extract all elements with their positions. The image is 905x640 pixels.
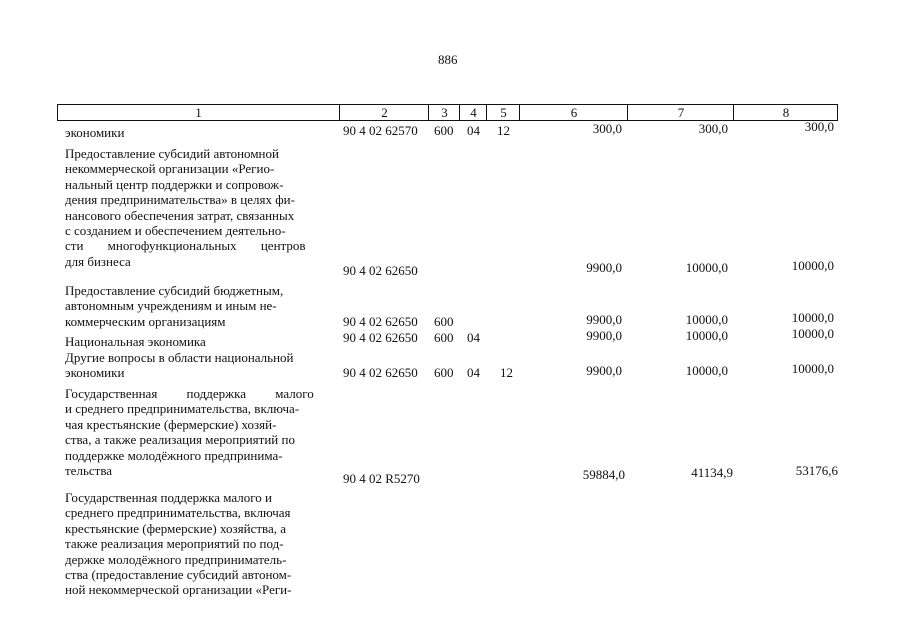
description-line: и среднего предпринимательства, включа- [65, 401, 300, 417]
row-value-6: 9900,0 [586, 363, 622, 378]
description-line: Национальная экономика [65, 334, 206, 349]
description-line: Предоставление субсидий автономной [65, 146, 279, 161]
row-value-7: 10000,0 [685, 328, 728, 343]
description-line: сти многофункциональных центров [65, 238, 306, 254]
row-col4: 04 [467, 123, 480, 138]
description-line: держке молодёжного предприниматель- [65, 551, 287, 567]
description-line: крестьянские (фермерские) хозяйства, а [65, 520, 287, 536]
row-value-7: 41134,9 [691, 465, 733, 480]
row-description [65, 386, 336, 478]
description-line: Другие вопросы в области национальной [65, 350, 294, 365]
row-col3: 600 [434, 365, 454, 380]
row-value-7: 10000,0 [685, 363, 728, 378]
description-line: Государственная поддержка малого [65, 386, 314, 401]
table-header [57, 104, 838, 121]
description-line: чая крестьянские (фермерские) хозяй- [65, 416, 277, 432]
description-line: для бизнеса [65, 253, 131, 269]
row-value-6: 9900,0 [586, 328, 622, 343]
row-code: 90 4 02 62650 [343, 314, 418, 329]
row-value-6: 9900,0 [586, 312, 622, 327]
row-col3: 600 [434, 314, 454, 329]
header-cell-3: 3 [428, 105, 460, 120]
row-value-8: 10000,0 [791, 361, 834, 376]
description-line: нальный центр поддержки и сопровож- [65, 176, 284, 192]
description-line: ства (предоставление субсидий автоном- [65, 567, 292, 583]
row-code: 90 4 02 62650 [343, 330, 418, 345]
row-value-8: 10000,0 [791, 326, 834, 341]
description-line: ной некоммерческой организации «Реги- [65, 582, 292, 598]
row-col4: 04 [467, 365, 480, 380]
description-line: среднего предпринимательства, включая [65, 505, 291, 521]
row-value-7: 10000,0 [685, 312, 728, 327]
row-col3: 600 [434, 330, 454, 345]
header-cell-2: 2 [339, 105, 429, 120]
row-code: 90 4 02 62570 [343, 123, 418, 138]
description-line: коммерческим организациям [65, 313, 226, 329]
row-value-6: 300,0 [592, 121, 622, 136]
description-line: Государственная поддержка малого и [65, 490, 272, 505]
header-cell-4: 4 [459, 105, 487, 120]
row-value-7: 300,0 [698, 121, 728, 136]
description-line: экономики [65, 125, 125, 140]
row-value-8: 10000,0 [791, 310, 834, 325]
row-code: 90 4 02 62650 [343, 365, 418, 380]
header-cell-7: 7 [627, 105, 734, 120]
header-cell-1: 1 [195, 105, 202, 120]
description-line: некоммерческой организации «Регио- [65, 161, 275, 177]
description-line: нансового обеспечения затрат, связанных [65, 207, 295, 223]
description-line: экономики [65, 365, 125, 381]
header-cell-5: 5 [486, 105, 520, 120]
row-value-8: 300,0 [804, 119, 834, 134]
row-description [65, 350, 336, 381]
header-cell-6: 6 [519, 105, 628, 120]
row-col5: 12 [497, 123, 510, 138]
description-line: дения предпринимательства» в целях фи- [65, 192, 295, 208]
row-description [65, 490, 336, 598]
description-line: тельства [65, 463, 113, 479]
row-col3: 600 [434, 123, 454, 138]
row-value-6: 59884,0 [582, 467, 625, 482]
description-line: с созданием и обеспечением деятельно- [65, 223, 286, 239]
description-line: поддержке молодёжного предпринима- [65, 447, 283, 463]
row-description [65, 146, 336, 269]
row-description [65, 125, 336, 140]
page-number: 886 [438, 52, 458, 67]
description-line: Предоставление субсидий бюджетным, [65, 283, 284, 298]
row-col4: 04 [467, 330, 480, 345]
description-line: автономным учреждениям и иным не- [65, 298, 277, 314]
row-col5: 12 [500, 365, 513, 380]
row-description [65, 334, 336, 349]
row-value-8: 10000,0 [791, 258, 834, 273]
row-value-8: 53176,6 [795, 463, 838, 478]
row-code: 90 4 02 R5270 [343, 471, 420, 486]
description-line: ства, а также реализация мероприятий по [65, 432, 295, 448]
header-cell-8: 8 [733, 105, 838, 120]
row-value-7: 10000,0 [685, 260, 728, 275]
row-value-6: 9900,0 [586, 260, 622, 275]
description-line: также реализация мероприятий по под- [65, 536, 284, 552]
row-code: 90 4 02 62650 [343, 263, 418, 278]
row-description [65, 283, 336, 329]
